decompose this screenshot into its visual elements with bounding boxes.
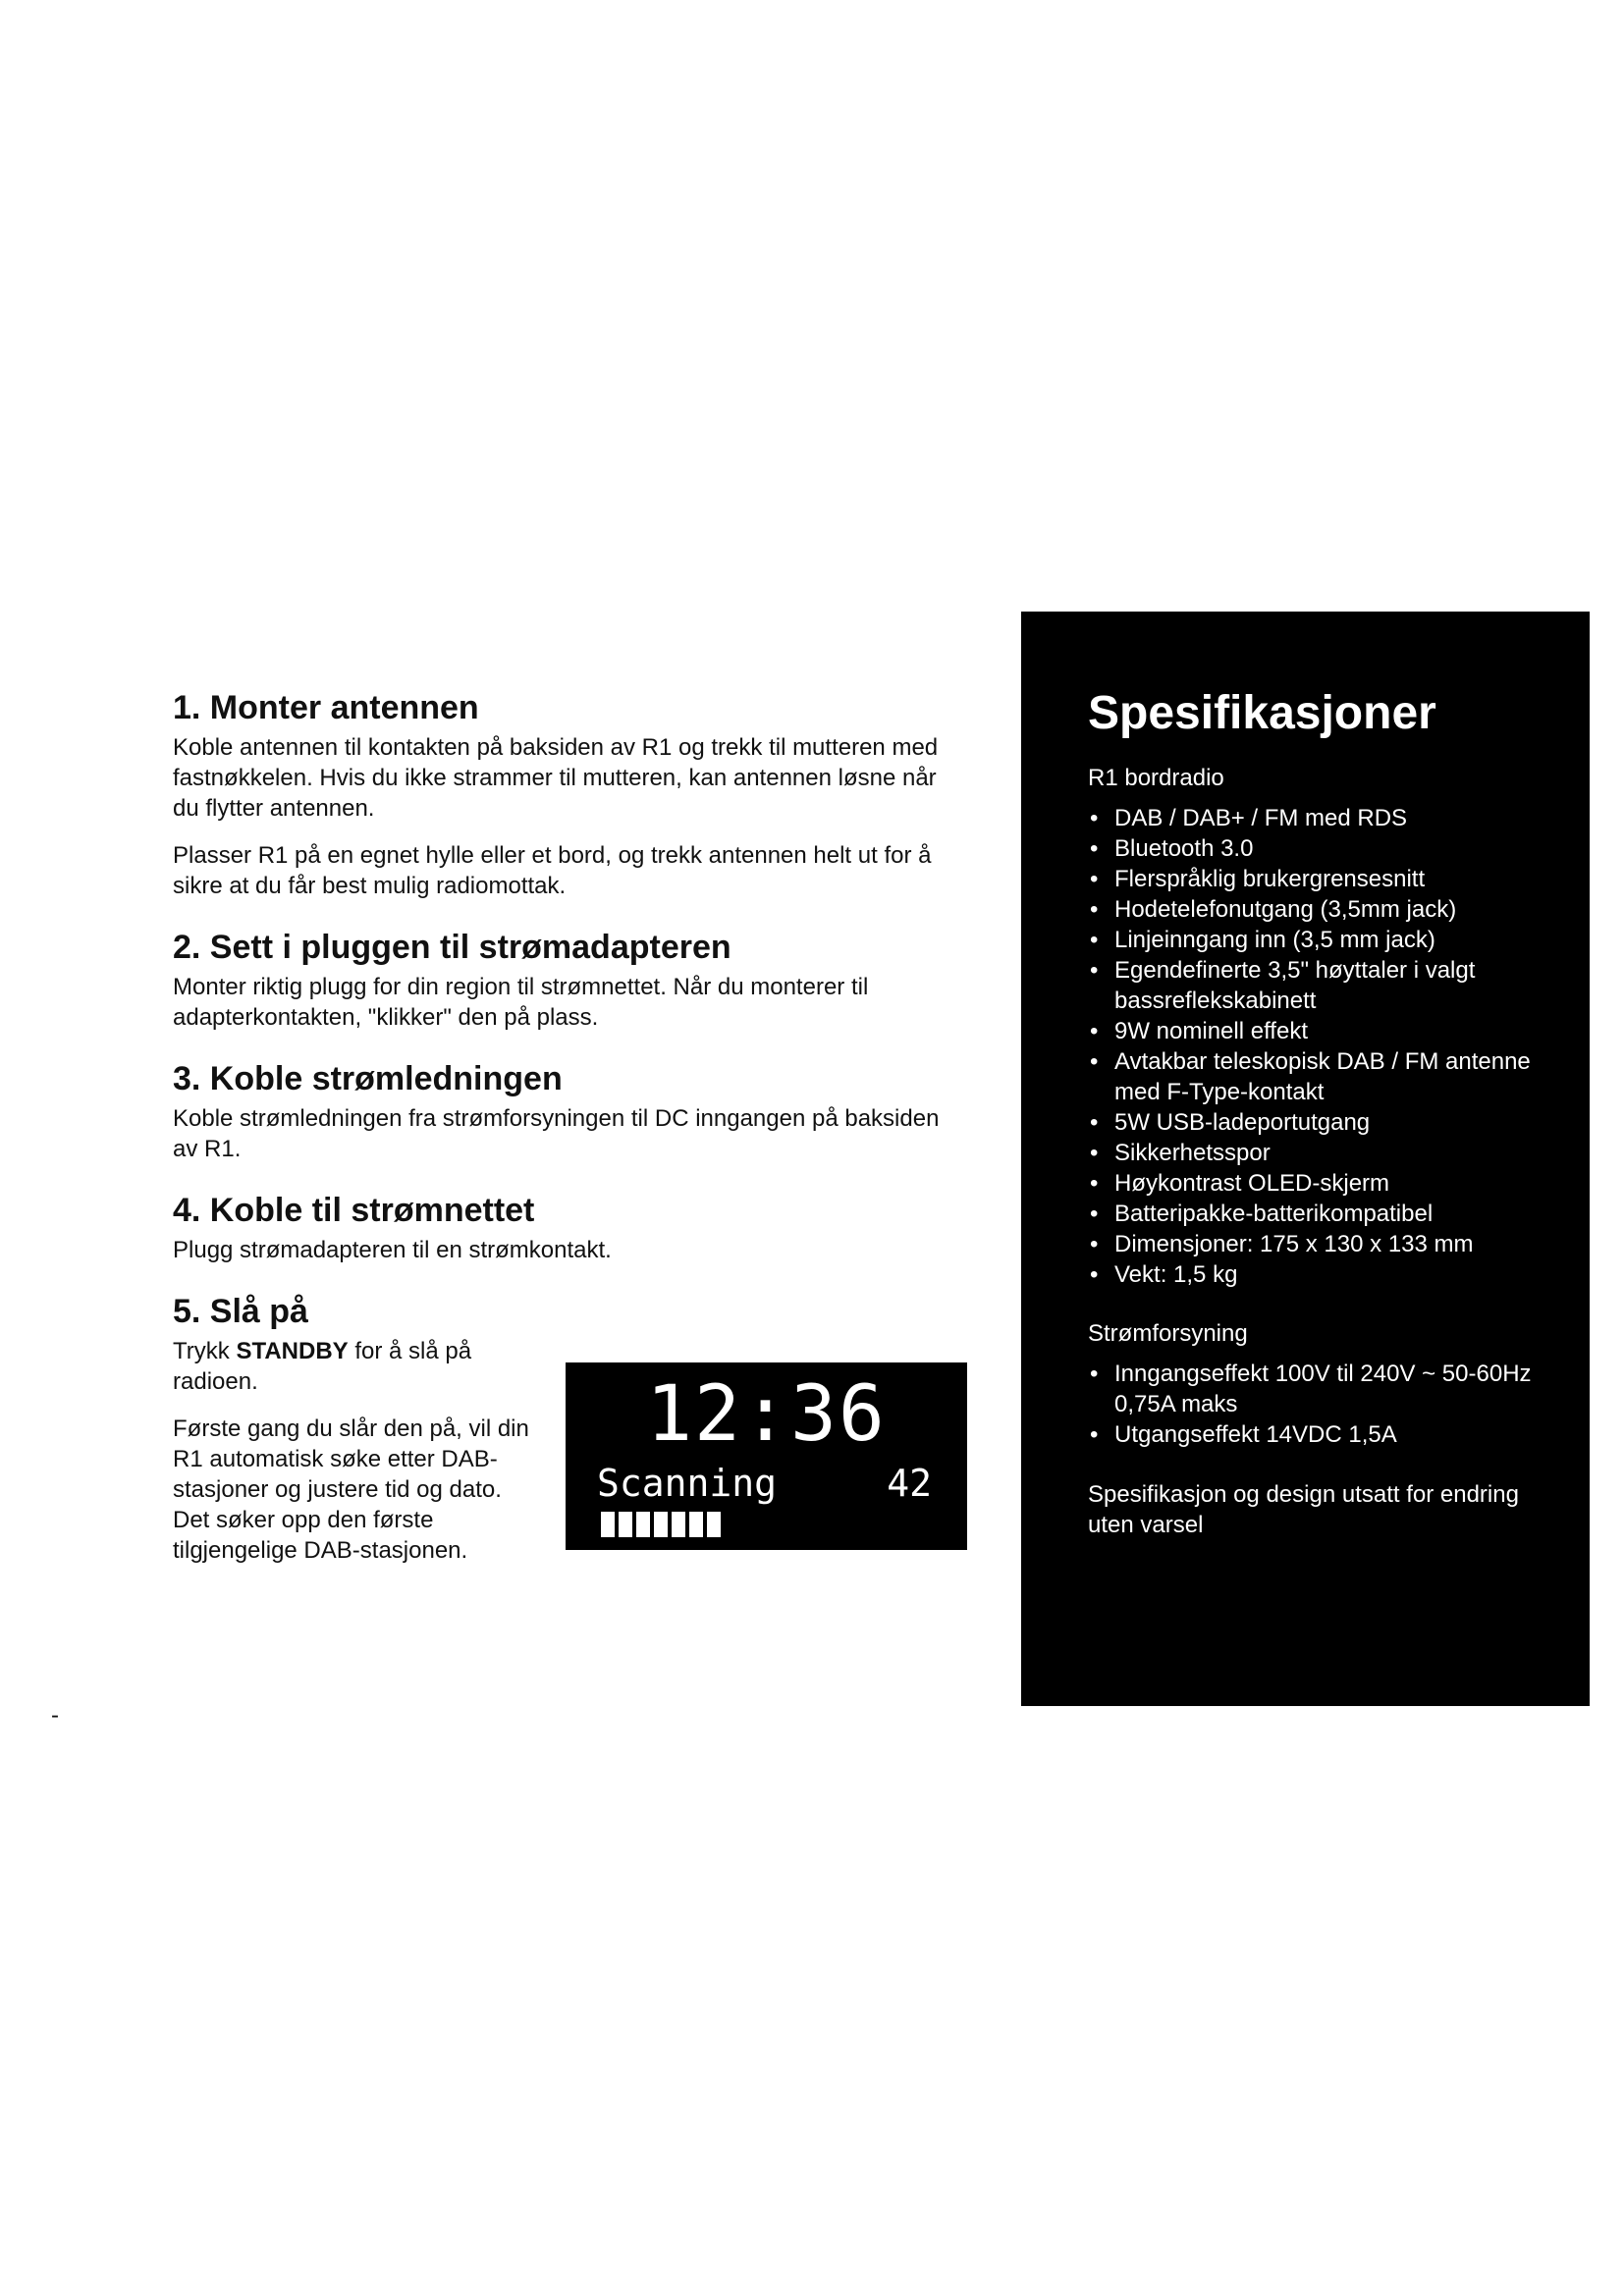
spec-item: • Vekt: 1,5 kg — [1088, 1259, 1559, 1290]
step-2-title: 2. Sett i pluggen til strømadapteren — [173, 929, 731, 966]
spec-item: • 9W nominell effekt — [1088, 1016, 1559, 1046]
step-3-paragraph-1: Koble strømledningen fra strømforsyningen til DC inngangen på baksiden av R1. — [173, 1105, 940, 1162]
progress-segment — [654, 1512, 668, 1537]
spec-item: • Batteripakke-batterikompatibel — [1088, 1199, 1559, 1229]
display-count: 42 — [887, 1462, 932, 1505]
margin-mark: - — [51, 1702, 59, 1729]
progress-segment — [619, 1512, 632, 1537]
spec-disclaimer: Spesifikasjon og design utsatt for endring uten varsel — [1088, 1481, 1519, 1538]
step-5-paragraph-2: Første gang du slår den på, vil din R1 automatisk søke etter DAB-stasjoner og justere tid og dato. Det søker opp den første tilgjengelige DAB-stasjonen. — [173, 1415, 529, 1564]
progress-segment — [707, 1512, 721, 1537]
progress-segment — [689, 1512, 703, 1537]
step-4 — [173, 1190, 958, 1265]
step-5-text-before: Trykk — [173, 1338, 237, 1364]
spec-item: • 5W USB-ladeportutgang — [1088, 1107, 1559, 1138]
specifications-title: Spesifikasjoner — [1088, 687, 1436, 739]
step-2 — [173, 927, 958, 1033]
spec-item: • Hodetelefonutgang (3,5mm jack) — [1088, 894, 1559, 925]
step-2-paragraph-1: Monter riktig plugg for din region til strømnettet. Når du monterer til adapterkontakten, "klikker" den på plass. — [173, 974, 869, 1031]
spec-list-radio — [1088, 803, 1559, 1290]
spec-group-heading-power: Strømforsyning — [1088, 1320, 1248, 1347]
step-3-title: 3. Koble strømledningen — [173, 1060, 563, 1097]
display-time: 12:36 — [646, 1370, 887, 1459]
spec-item: • Bluetooth 3.0 — [1088, 833, 1559, 864]
spec-list-power — [1088, 1359, 1559, 1450]
spec-item: • Egendefinerte 3,5" høyttaler i valgt bassreflekskabinett — [1088, 955, 1559, 1016]
step-5-text — [173, 1336, 541, 1566]
step-1-title: 1. Monter antennen — [173, 689, 479, 726]
standby-keyword: STANDBY — [236, 1338, 349, 1364]
progress-segment — [672, 1512, 685, 1537]
spec-item: • Høykontrast OLED-skjerm — [1088, 1168, 1559, 1199]
spec-item: • Sikkerhetsspor — [1088, 1138, 1559, 1168]
spec-item: • Flerspråklig brukergrensesnitt — [1088, 864, 1559, 894]
spec-item: • Inngangseffekt 100V til 240V ~ 50-60Hz 0,75A maks — [1088, 1359, 1559, 1419]
step-1-paragraph-2: Plasser R1 på en egnet hylle eller et bord, og trekk antennen helt ut for å sikre at du får best mulig radiomottak. — [173, 842, 932, 899]
specifications-panel — [1021, 612, 1590, 1706]
step-3 — [173, 1058, 958, 1164]
progress-segment — [601, 1512, 615, 1537]
step-5-text-after: for å slå på radioen. — [173, 1338, 472, 1395]
spec-item: • DAB / DAB+ / FM med RDS — [1088, 803, 1559, 833]
step-5-title: 5. Slå på — [173, 1293, 308, 1330]
scan-progress-bar — [601, 1512, 721, 1537]
spec-group-heading-radio: R1 bordradio — [1088, 765, 1224, 791]
display-status: Scanning — [597, 1462, 778, 1505]
step-5-paragraph-1 — [173, 1336, 541, 1397]
progress-segment — [636, 1512, 650, 1537]
step-4-title: 4. Koble til strømnettet — [173, 1192, 535, 1229]
specifications-content — [1088, 685, 1559, 1540]
spec-item: • Avtakbar teleskopisk DAB / FM antenne med F-Type-kontakt — [1088, 1046, 1559, 1107]
step-1-paragraph-1: Koble antennen til kontakten på baksiden av R1 og trekk til mutteren med fastnøkkelen. Hvis du ikke strammer til mutteren, kan antennen løsne når du flytter antennen. — [173, 734, 939, 822]
step-4-paragraph-1: Plugg strømadapteren til en strømkontakt. — [173, 1237, 612, 1263]
spec-item: • Dimensjoner: 175 x 130 x 133 mm — [1088, 1229, 1559, 1259]
oled-display-illustration — [566, 1362, 967, 1550]
spec-item: • Linjeinngang inn (3,5 mm jack) — [1088, 925, 1559, 955]
spec-item: • Utgangseffekt 14VDC 1,5A — [1088, 1419, 1559, 1450]
step-1 — [173, 687, 958, 901]
